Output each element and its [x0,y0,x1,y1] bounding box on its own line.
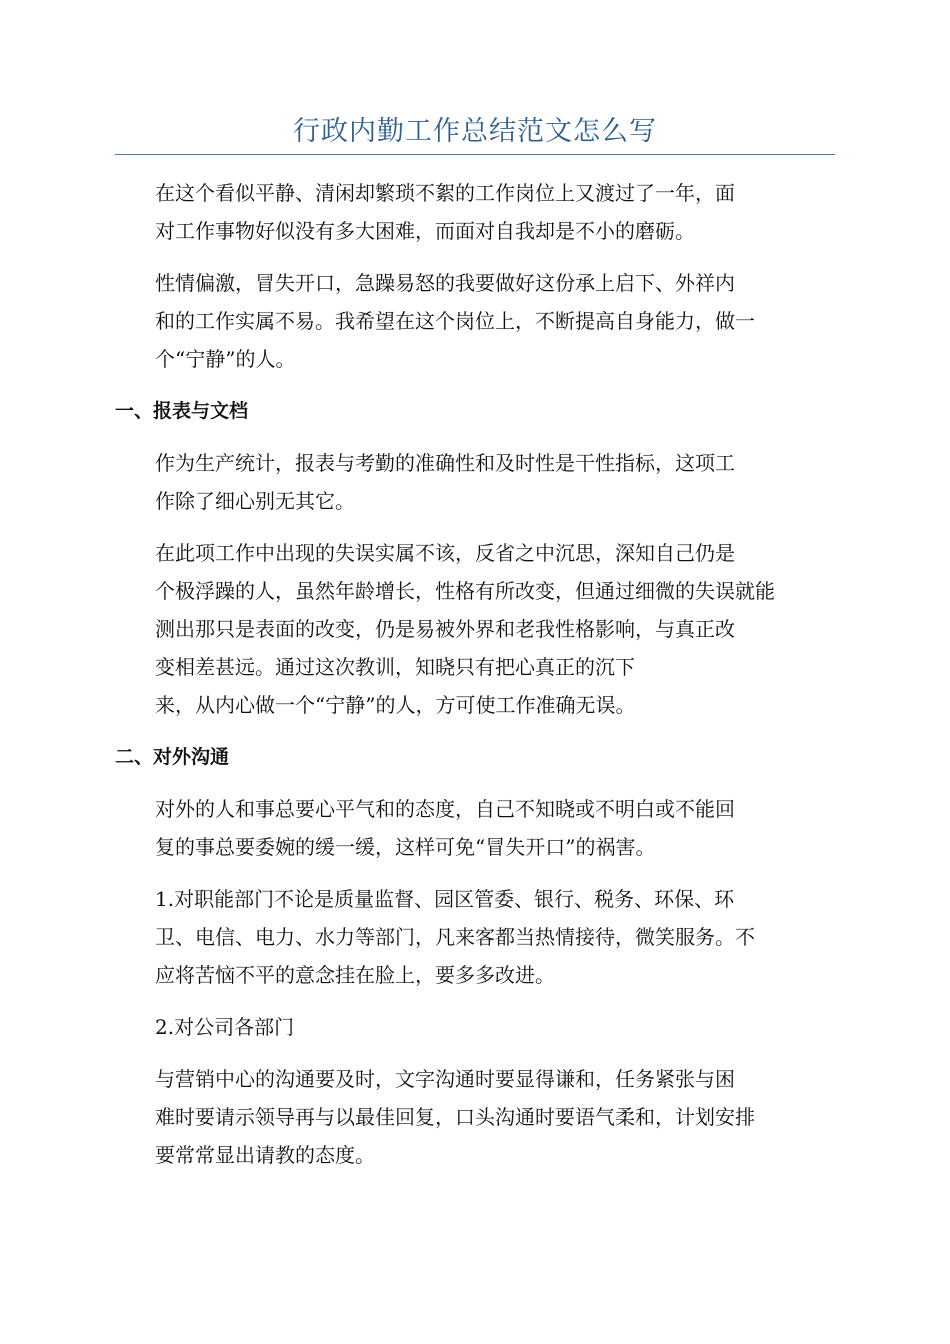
line: 对外的人和事总要心平气和的态度，自己不知晓或不明白或不能回 [155,797,735,821]
line: 与营销中心的沟通要及时，文字沟通时要显得谦和，任务紧张与困 [155,1067,735,1091]
line: 性情偏激，冒失开口，急躁易怒的我要做好这份承上启下、外祥内 [155,271,735,295]
line: 对工作事物好似没有多大困难，而面对自我却是不小的磨砺。 [155,219,695,243]
line: 卫、电信、电力、水力等部门，凡来客都当热情接待，微笑服务。不 [155,925,755,949]
line: 在此项工作中出现的失误实属不该，反省之中沉思，深知自己仍是 [155,541,735,565]
line: 难时要请示领导再与以最佳回复，口头沟通时要语气柔和，计划安排 [155,1105,755,1129]
document-body [115,174,835,1188]
paragraph-reports-2 [115,534,835,724]
line: 个极浮躁的人，虽然年龄增长，性格有所改变，但通过细微的失误就能 [155,579,775,603]
line: 测出那只是表面的改变，仍是易被外界和老我性格影响，与真正改 [155,617,735,641]
paragraph-communication-marketing [115,1060,835,1174]
line: 作除了细心别无其它。 [155,489,355,513]
line: 复的事总要委婉的缓一缓，这样可免“冒失开口”的祸害。 [155,835,656,859]
line: 应将苦恼不平的意念挂在脸上，要多多改进。 [155,963,555,987]
line: 在这个看似平静、清闲却繁琐不絮的工作岗位上又渡过了一年，面 [155,181,735,205]
paragraph-communication-1 [115,790,835,866]
line: 来，从内心做一个“宁静”的人，方可使工作准确无误。 [155,693,636,717]
line: 变相差甚远。通过这次教训，知晓只有把心真正的沉下 [155,655,635,679]
document-title: 行政内勤工作总结范文怎么写 [293,116,657,147]
line: 作为生产统计，报表与考勤的准确性和及时性是干性指标，这项工 [155,451,735,475]
section-heading-communication: 二、对外沟通 [115,746,230,768]
line: 要常常显出请教的态度。 [155,1143,375,1167]
paragraph-communication-item-2 [115,1008,835,1046]
paragraph-reports-1 [115,444,835,520]
paragraph-intro-1 [115,174,835,250]
paragraph-communication-item-1 [115,880,835,994]
line: 1.对职能部门不论是质量监督、园区管委、银行、税务、环保、环 [155,887,735,911]
paragraph-intro-2 [115,264,835,378]
line: 个“宁静”的人。 [155,347,296,371]
line: 2.对公司各部门 [155,1015,295,1039]
line: 和的工作实属不易。我希望在这个岗位上，不断提高自身能力，做一 [155,309,755,333]
title-underline [115,154,835,155]
section-heading-reports: 一、报表与文档 [115,400,249,422]
